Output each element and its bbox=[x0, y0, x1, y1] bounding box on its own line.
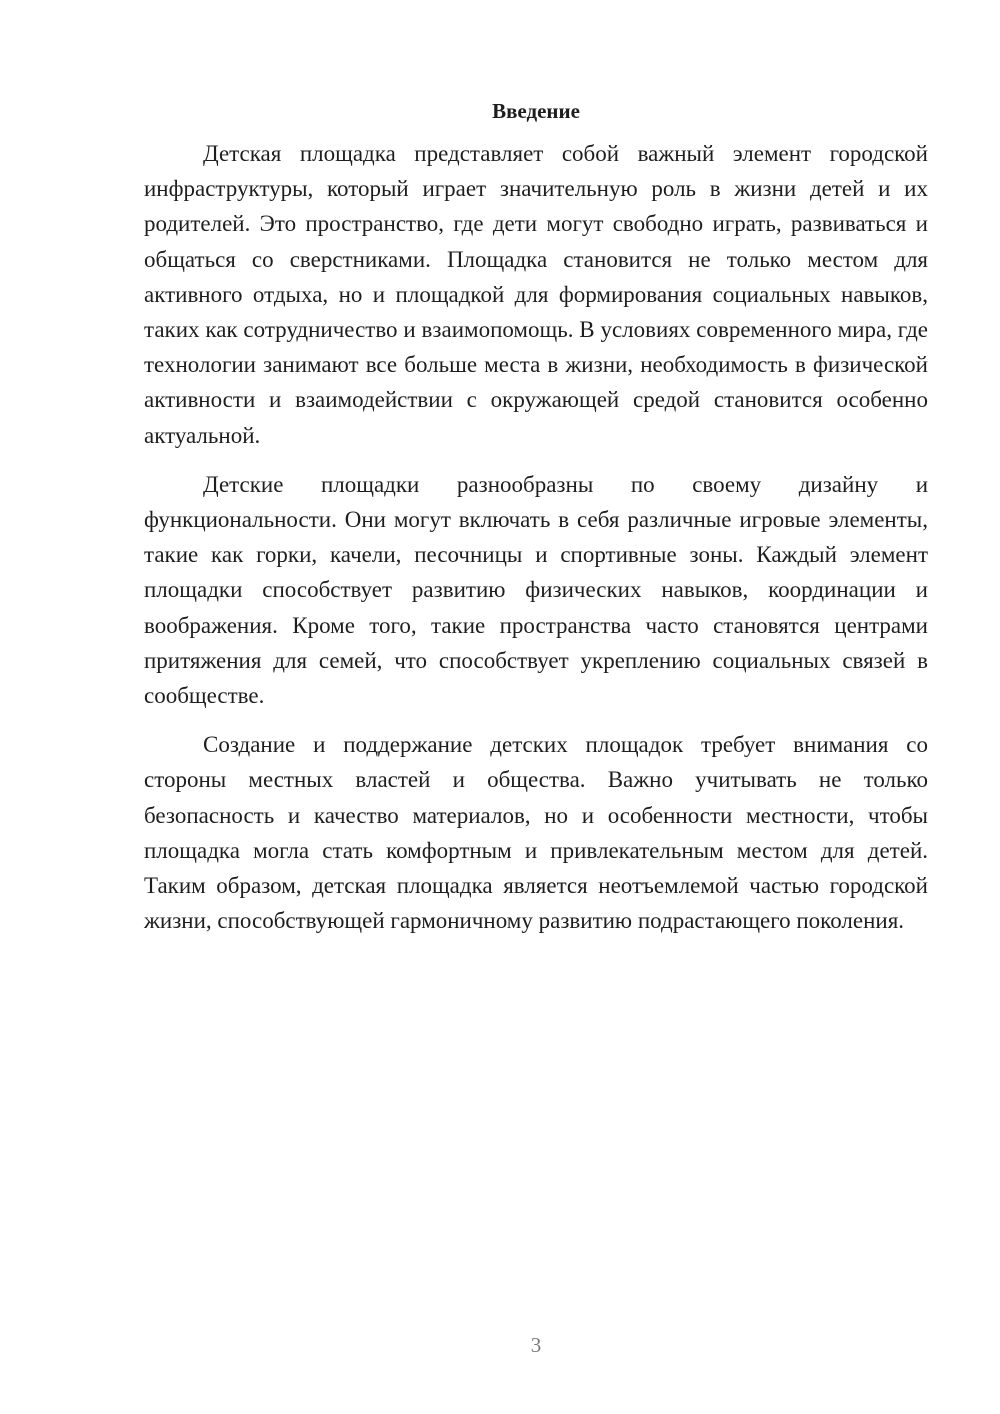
section-heading: Введение bbox=[492, 99, 580, 123]
page-content bbox=[144, 96, 928, 952]
paragraph-3: Создание и поддержание детских площадок требует внимания со стороны местных властей и общества. Важно учитывать не только безопасность и качество материалов, но и особенности местности, чтобы площадка могла стать комфортным и привлекательным местом для детей. Таким образом, детская площадка является неотъемлемой частью городской жизни, способствующей гармоничному развитию подрастающего поколения. bbox=[144, 732, 928, 934]
paragraph-2: Детские площадки разнообразны по своему дизайну и функциональности. Они могут включать в себя различные игровые элементы, такие как горки, качели, песочницы и спортивные зоны. Каждый элемент площадки способствует развитию физических навыков, координации и воображения. Кроме того, такие пространства часто становятся центрами притяжения для семей, что способствует укреплению социальных связей в сообществе. bbox=[144, 471, 928, 709]
paragraph-1: Детская площадка представляет собой важный элемент городской инфраструктуры, который играет значительную роль в жизни детей и их родителей. Это пространство, где дети могут свободно играть, развиваться и общаться со сверстниками. Площадка становится не только местом для активного отдыха, но и площадкой для формирования социальных навыков, таких как сотрудничество и взаимопомощь. В условиях современного мира, где технологии занимают все больше места в жизни, необходимость в физической активности и взаимодействии с окружающей средой становится особенно актуальной. bbox=[144, 141, 928, 448]
page-number: 3 bbox=[530, 1333, 542, 1357]
